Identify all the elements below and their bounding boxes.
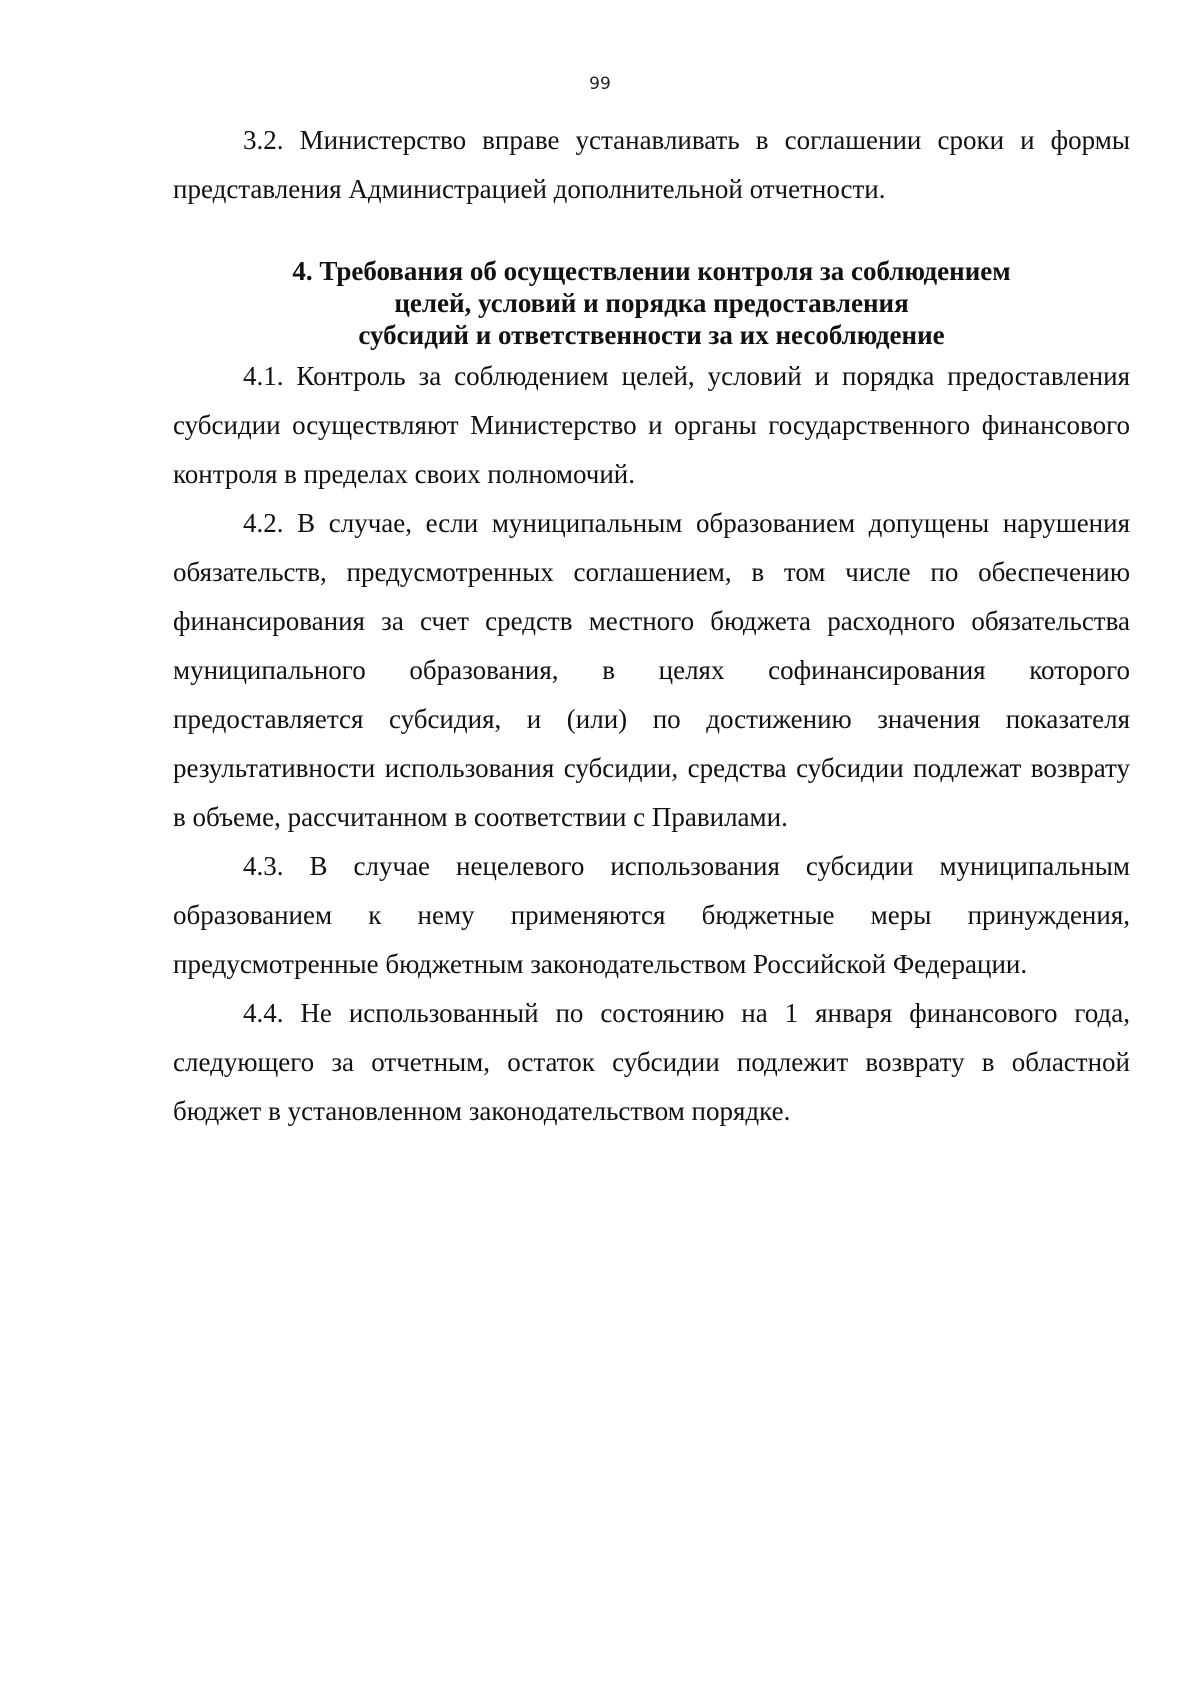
- paragraph-4-2: 4.2. В случае, если муниципальным образованием допущены нарушения обязательств, предусмотренных соглашением, в том числе по обеспечению финансирования за счет средств местного бюджета расходного обязательства муниципального образования, в целях софинансирования которого предоставляется субсидия, и (или) по достижению значения показателя результативности использования субсидии, средства субсидии подлежат возврату в объеме, рассчитанном в соответствии с Правилами.: [173, 508, 1130, 832]
- section-4-body: [173, 352, 1130, 1136]
- section-4-heading: [173, 255, 1130, 351]
- paragraph-4-3: 4.3. В случае нецелевого использования субсидии муниципальным образованием к нему применяются бюджетные меры принуждения, предусмотренные бюджетным законодательством Российской Федерации.: [173, 851, 1130, 979]
- section-4-heading-line-1: 4. Требования об осуществлении контроля за соблюдением: [292, 256, 1011, 286]
- page-number: 99: [589, 74, 611, 94]
- paragraph-4-4: 4.4. Не использованный по состоянию на 1 января финансового года, следующего за отчетным, остаток субсидии подлежит возврату в областной бюджет в установленном законодательством порядке.: [173, 998, 1130, 1126]
- section-4-heading-line-3: субсидий и ответственности за их несоблюдение: [358, 320, 945, 350]
- paragraph-4-1: 4.1. Контроль за соблюдением целей, условий и порядка предоставления субсидии осуществляют Министерство и органы государственного финансового контроля в пределах своих полномочий.: [173, 361, 1130, 489]
- paragraph-3-2: 3.2. Министерство вправе устанавливать в соглашении сроки и формы представления Администрацией дополнительной отчетности.: [173, 125, 1130, 204]
- section-3-body: [173, 116, 1130, 214]
- section-4-heading-line-2: целей, условий и порядка предоставления: [394, 288, 909, 318]
